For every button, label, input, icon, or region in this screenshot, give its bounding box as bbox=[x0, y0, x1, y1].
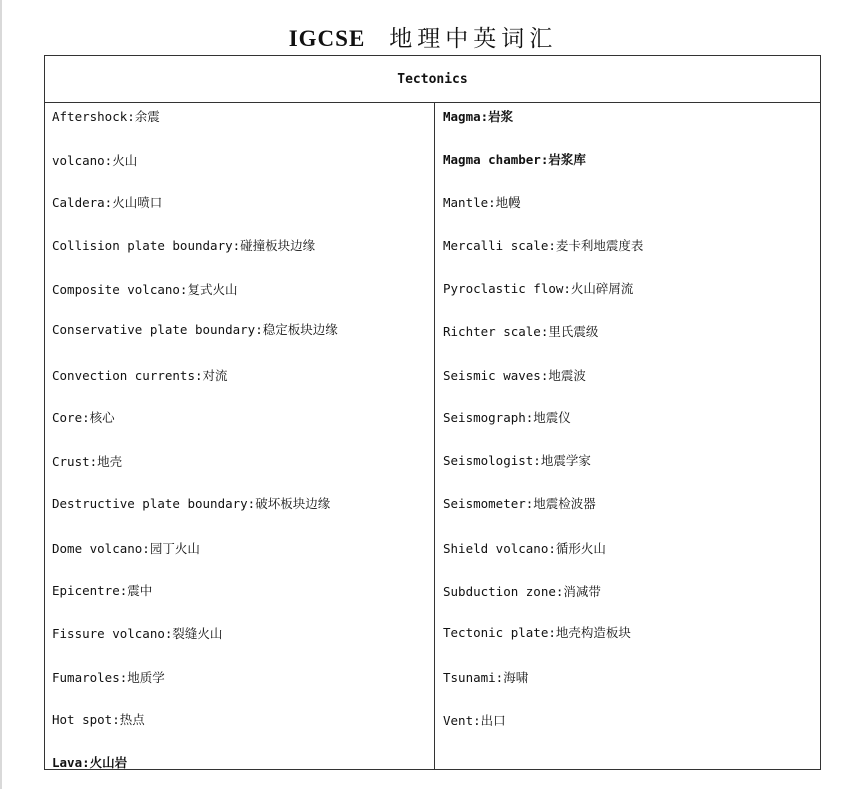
vocabulary-table bbox=[44, 55, 821, 770]
page-title bbox=[0, 20, 846, 53]
vocab-entry: Pyroclastic flow:火山碎屑流 bbox=[443, 281, 634, 296]
vocab-entry: Richter scale:里氏震级 bbox=[443, 324, 599, 339]
vocab-entry: Dome volcano:园丁火山 bbox=[52, 541, 200, 556]
vocab-entry: Tectonic plate:地壳构造板块 bbox=[443, 625, 631, 640]
vocab-entry: Destructive plate boundary:破坏板块边缘 bbox=[52, 496, 331, 511]
vocab-entry: Epicentre:震中 bbox=[52, 583, 153, 598]
vocab-entry: Vent:出口 bbox=[443, 713, 506, 728]
column-divider bbox=[434, 103, 435, 770]
vocab-entry: Magma:岩浆 bbox=[443, 109, 514, 124]
vocab-entry: Magma chamber:岩浆库 bbox=[443, 152, 586, 167]
vocab-entry: volcano:火山 bbox=[52, 153, 138, 168]
vocab-entry: Collision plate boundary:碰撞板块边缘 bbox=[52, 238, 316, 253]
vocab-entry: Caldera:火山喷口 bbox=[52, 195, 163, 210]
vocab-entry: Seismograph:地震仪 bbox=[443, 410, 571, 425]
vocab-entry: Composite volcano:复式火山 bbox=[52, 282, 238, 297]
title-english: IGCSE bbox=[288, 26, 366, 51]
vocab-entry: Shield volcano:循形火山 bbox=[443, 541, 606, 556]
vocab-entry: Seismic waves:地震波 bbox=[443, 368, 586, 383]
title-chinese: 地理中英词汇 bbox=[389, 26, 558, 52]
page-edge bbox=[0, 0, 2, 789]
vocab-entry: Fumaroles:地质学 bbox=[52, 670, 165, 685]
vocab-entry: Mercalli scale:麦卡利地震度表 bbox=[443, 238, 644, 253]
vocab-entry: Seismometer:地震检波器 bbox=[443, 496, 596, 511]
vocab-entry: Convection currents:对流 bbox=[52, 368, 228, 383]
vocab-entry: Fissure volcano:裂缝火山 bbox=[52, 626, 223, 641]
vocab-entry: Aftershock:余震 bbox=[52, 109, 160, 124]
table-header: Tectonics bbox=[45, 56, 820, 103]
vocab-entry: Subduction zone:消减带 bbox=[443, 584, 601, 599]
vocab-entry: Core:核心 bbox=[52, 410, 115, 425]
vocab-entry: Mantle:地幔 bbox=[443, 195, 521, 210]
vocab-entry: Hot spot:热点 bbox=[52, 712, 145, 727]
vocab-entry: Crust:地壳 bbox=[52, 454, 123, 469]
vocab-entry: Seismologist:地震学家 bbox=[443, 453, 591, 468]
vocab-entry: Conservative plate boundary:稳定板块边缘 bbox=[52, 322, 338, 337]
vocab-entry: Tsunami:海啸 bbox=[443, 670, 529, 685]
vocab-entry: Lava:火山岩 bbox=[52, 755, 128, 770]
